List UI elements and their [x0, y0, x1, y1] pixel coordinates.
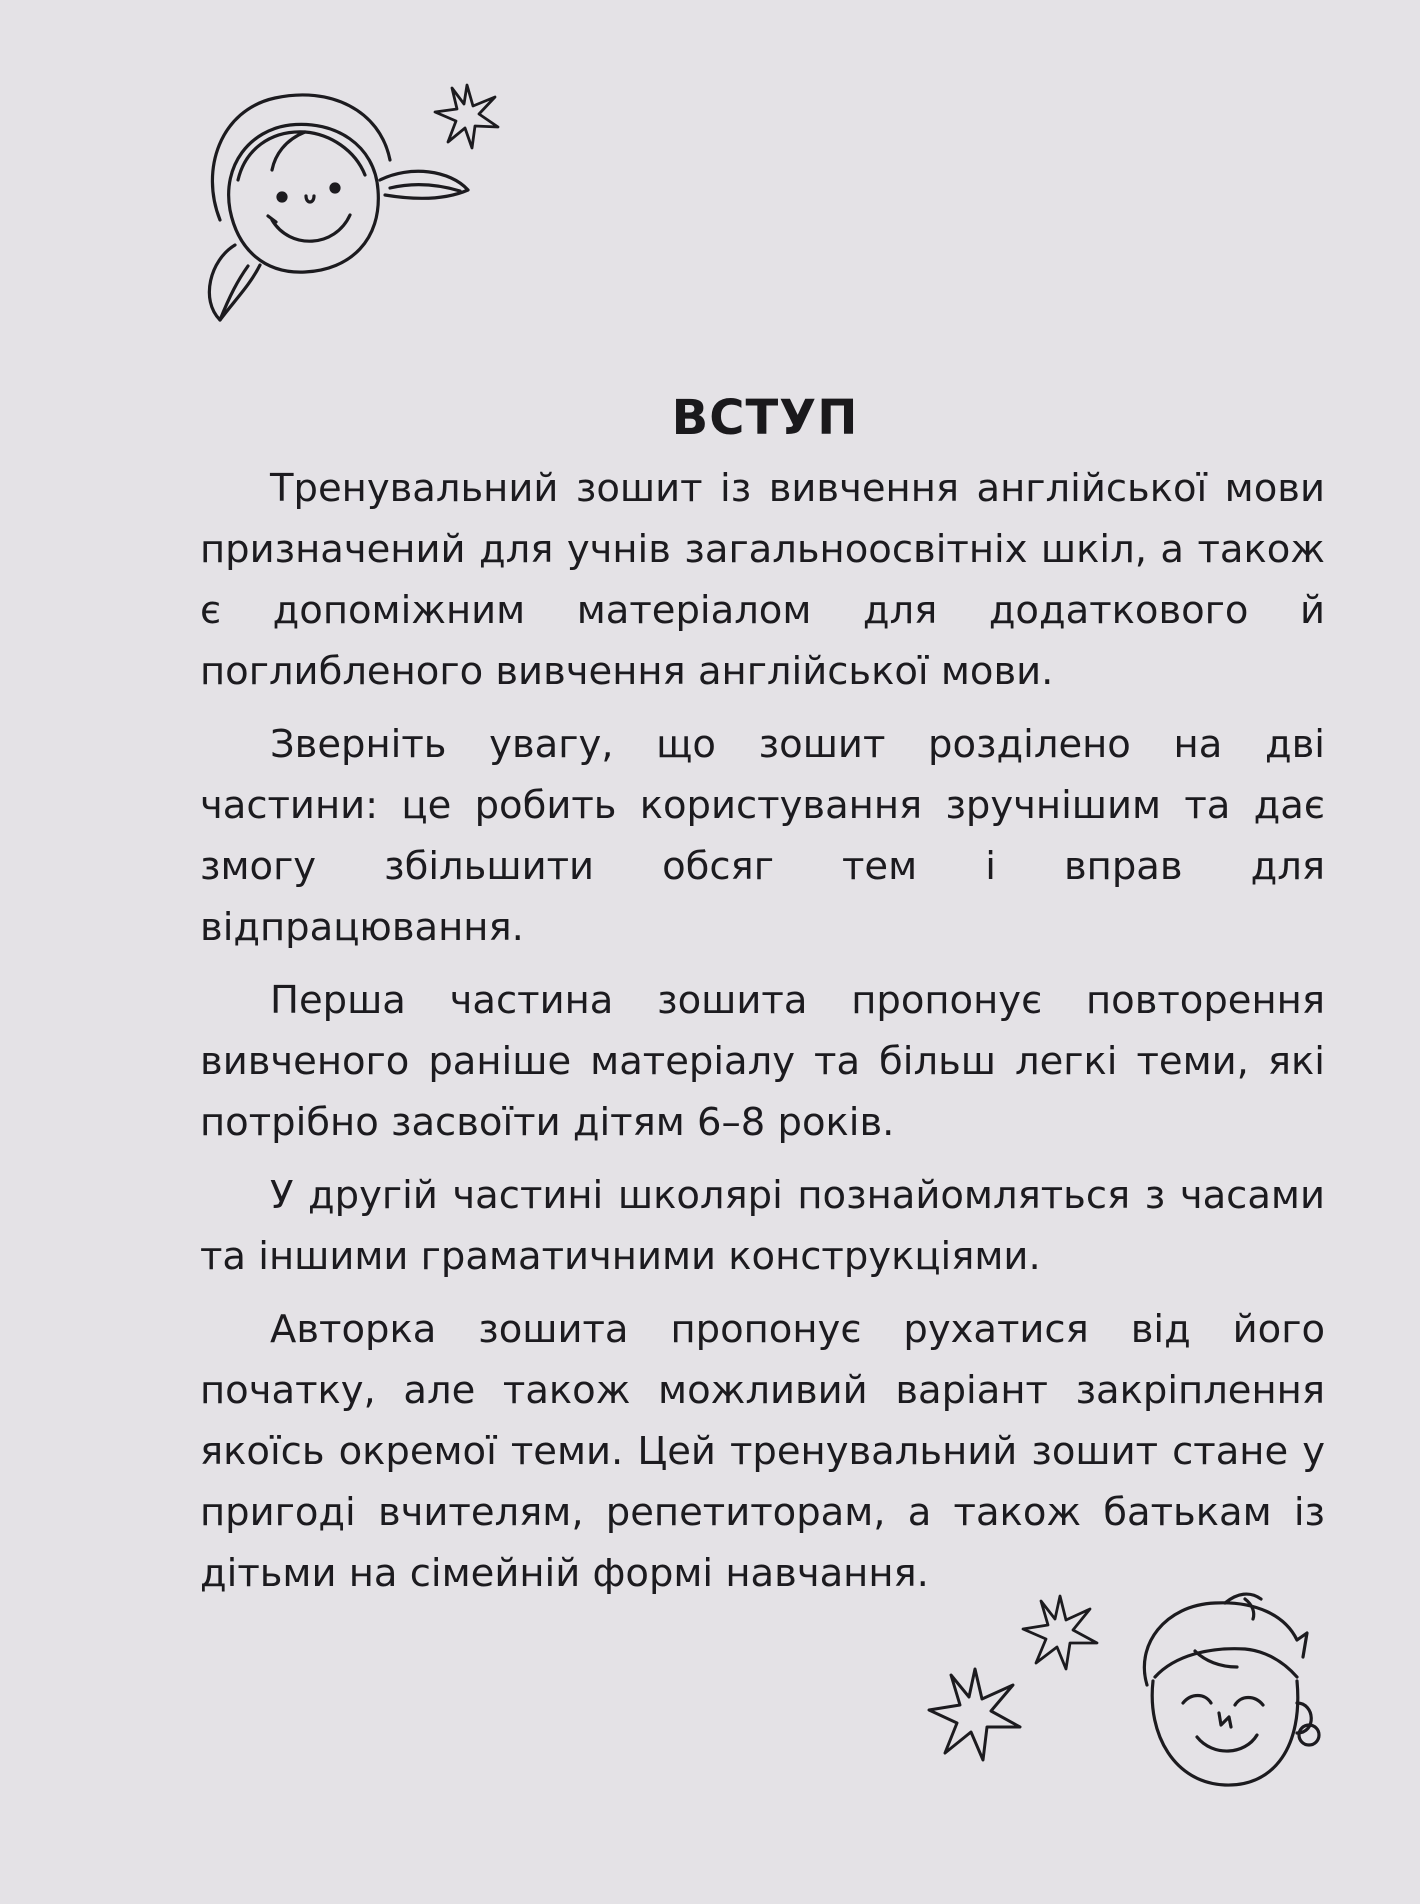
top-star — [432, 82, 502, 152]
star-icon — [432, 82, 502, 152]
paragraph-5: Авторка зошита пропонує рухатися від його початку, але також можливий варіант закріплення якоїсь окремої теми. Цей тренувальний зошит стане у пригоді вчителям, репетиторам, а також батькам із дітьми на сімейній формі навчання. — [200, 1307, 1325, 1596]
boy-face-icon — [1125, 1585, 1325, 1805]
page-title: ВСТУП — [671, 390, 859, 446]
bottom-star-small — [1020, 1593, 1100, 1673]
paragraph-2: Зверніть увагу, що зошит розділено на дві частини: це робить користування зручнішим та дає змогу збільшити обсяг тем і вправ для відпрацювання. — [200, 722, 1325, 950]
star-icon — [925, 1665, 1025, 1765]
paragraph-4: У другій частині школярі познайомляться з часами та іншими граматичними конструкціями. — [200, 1173, 1325, 1279]
paragraph-1: Тренувальний зошит із вивчення англійської мови призначений для учнів загальноосвітніх шкіл, а також є допоміжним матеріалом для додаткового й поглибленого вивчення англійської мови. — [200, 466, 1325, 694]
paragraph-3: Перша частина зошита пропонує повторення вивченого раніше матеріалу та більш легкі теми, які потрібно засвоїти дітям 6–8 років. — [200, 978, 1325, 1145]
bottom-star-large — [925, 1665, 1025, 1765]
star-icon — [1020, 1593, 1100, 1673]
boy-face-illustration — [1125, 1585, 1325, 1805]
intro-text — [200, 458, 1325, 1616]
